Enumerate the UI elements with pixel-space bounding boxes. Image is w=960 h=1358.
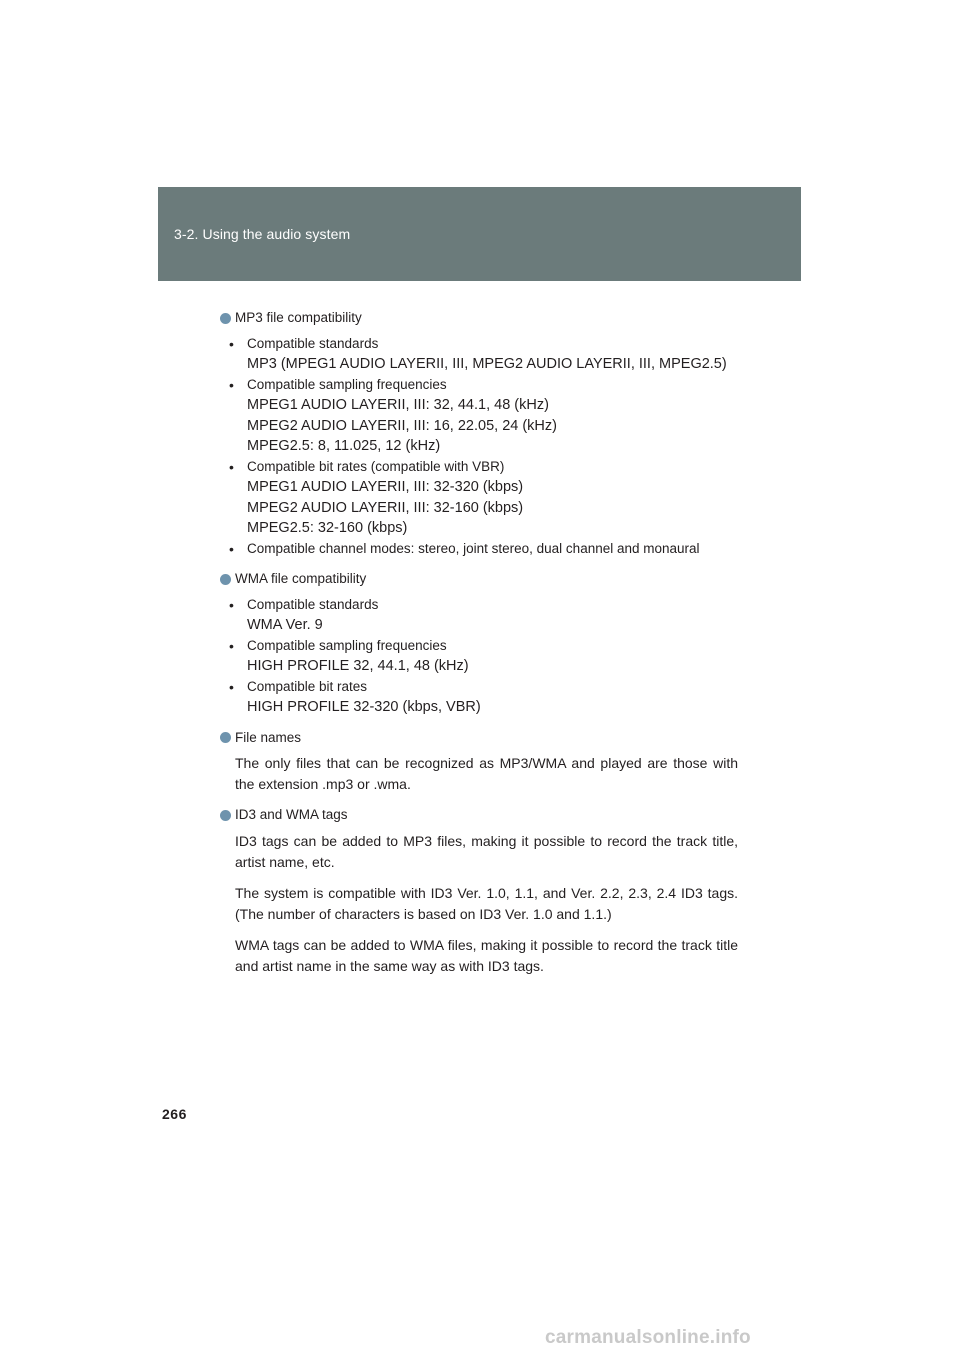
page-number: 266 bbox=[162, 1106, 187, 1122]
list-item bbox=[227, 457, 738, 539]
list-item bbox=[227, 636, 738, 677]
item-label: Compatible sampling frequencies bbox=[247, 637, 447, 653]
item-value: MPEG1 AUDIO LAYERII, III: 32-320 (kbps) bbox=[247, 479, 524, 495]
bullet-marker: • bbox=[229, 596, 234, 613]
item-value: MPEG1 AUDIO LAYERII, III: 32, 44.1, 48 (kHz) bbox=[247, 397, 549, 413]
item-label: Compatible bit rates bbox=[247, 678, 368, 694]
body-paragraph: WMA tags can be added to WMA files, making it possible to record the track title and artist name in the same way as with ID3 tags. bbox=[235, 936, 738, 974]
item-value: HIGH PROFILE 32-320 (kbps, VBR) bbox=[247, 699, 481, 715]
item-value: MPEG2 AUDIO LAYERII, III: 32-160 (kbps) bbox=[247, 499, 524, 516]
list-item bbox=[227, 334, 738, 375]
body-paragraph: The only files that can be recognized as MP3/WMA and played are those with the extension .mp3 or .wma. bbox=[235, 755, 738, 792]
item-label: Compatible sampling frequencies bbox=[247, 376, 447, 392]
bullet-marker: • bbox=[229, 376, 234, 393]
body-paragraph: The system is compatible with ID3 Ver. 1.0, 1.1, and Ver. 2.2, 2.3, 2.4 ID3 tags. (The number of characters is based on ID3 Ver. 1.0 and 1.1.) bbox=[235, 884, 738, 922]
section-file-names bbox=[220, 728, 738, 796]
list-item bbox=[227, 677, 738, 718]
section-wma-compatibility bbox=[220, 569, 738, 718]
section-heading: File names bbox=[220, 728, 738, 749]
section-id3-wma-tags bbox=[220, 805, 738, 977]
item-value: WMA Ver. 9 bbox=[247, 617, 323, 633]
list-item bbox=[227, 375, 738, 457]
item-label: Compatible standards bbox=[247, 596, 379, 612]
item-value: HIGH PROFILE 32, 44.1, 48 (kHz) bbox=[247, 658, 469, 674]
bullet-marker: • bbox=[229, 540, 234, 557]
item-value: MPEG2.5: 8, 11.025, 12 (kHz) bbox=[247, 438, 441, 454]
sub-list bbox=[227, 595, 738, 718]
body-paragraph: ID3 tags can be added to MP3 files, making it possible to record the track title, artist name, etc. bbox=[235, 832, 738, 870]
list-item bbox=[227, 539, 738, 560]
bullet-circle-icon bbox=[220, 574, 231, 585]
section-title: 3-2. Using the audio system bbox=[174, 226, 351, 242]
item-value: MPEG2 AUDIO LAYERII, III: 16, 22.05, 24 (kHz) bbox=[247, 417, 557, 434]
section-heading: MP3 file compatibility bbox=[220, 308, 738, 329]
watermark: carmanualsonline.info bbox=[545, 1327, 751, 1348]
bullet-circle-icon bbox=[220, 810, 231, 821]
section-header-band bbox=[158, 187, 801, 281]
page-content bbox=[220, 308, 738, 987]
item-value: MP3 (MPEG1 AUDIO LAYERII, III, MPEG2 AUDIO LAYERII, III, MPEG2.5) bbox=[247, 356, 727, 372]
sub-list bbox=[227, 334, 738, 560]
bullet-circle-icon bbox=[220, 732, 231, 743]
list-item bbox=[227, 595, 738, 636]
item-label: Compatible bit rates (compatible with VBR) bbox=[247, 458, 505, 474]
bullet-marker: • bbox=[229, 335, 234, 352]
item-value: MPEG2.5: 32-160 (kbps) bbox=[247, 520, 408, 536]
section-heading: WMA file compatibility bbox=[220, 569, 738, 590]
bullet-marker: • bbox=[229, 458, 234, 475]
item-label: Compatible channel modes: stereo, joint stereo, dual channel and monaural bbox=[247, 540, 700, 556]
bullet-marker: • bbox=[229, 637, 234, 654]
section-heading: ID3 and WMA tags bbox=[220, 805, 738, 826]
bullet-marker: • bbox=[229, 678, 234, 695]
bullet-circle-icon bbox=[220, 313, 231, 324]
item-label: Compatible standards bbox=[247, 335, 379, 351]
section-mp3-compatibility bbox=[220, 308, 738, 559]
